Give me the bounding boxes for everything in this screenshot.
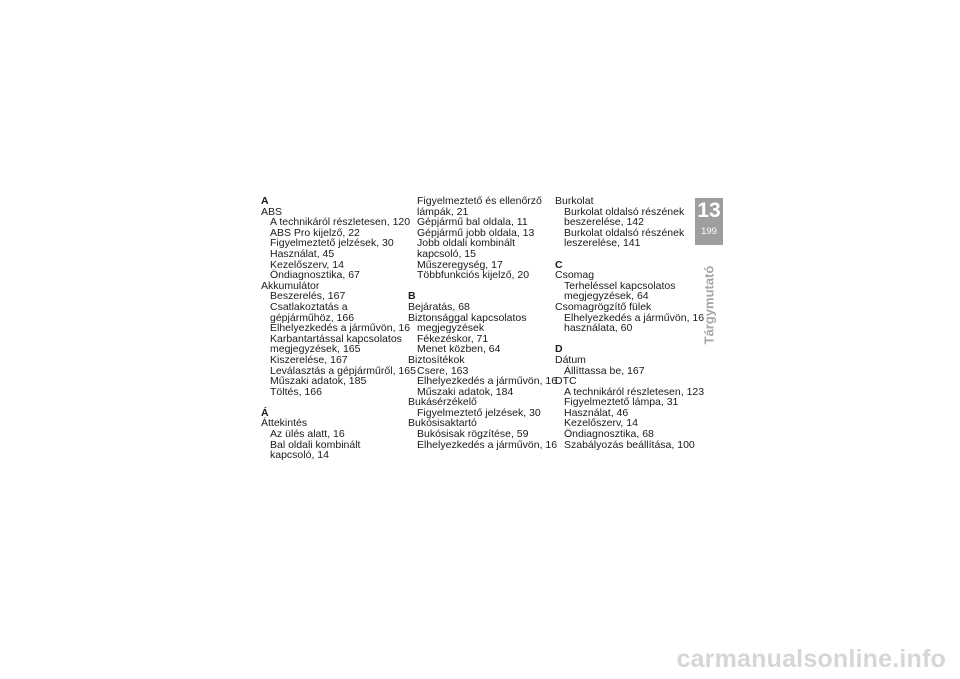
index-letter-heading: B: [408, 290, 416, 303]
index-subentry: Az ülés alatt, 16: [270, 428, 345, 441]
index-subentry: Használat, 46: [564, 406, 629, 419]
index-subentry: Leválasztás a gépjárműről, 165: [270, 364, 416, 377]
index-subentry: ABS Pro kijelző, 22: [270, 226, 360, 239]
index-subentry: Öndiagnosztika, 68: [564, 428, 654, 441]
index-column-1: [261, 195, 416, 462]
index-letter-heading: Á: [261, 406, 269, 419]
index-subentry: Csatlakoztatás a: [270, 300, 348, 313]
index-subentry: Elhelyezkedés a járművön, 16: [564, 311, 705, 324]
index-subentry: Öndiagnosztika, 67: [270, 269, 360, 282]
index-subentry: Töltés, 166: [270, 385, 322, 398]
index-entry-continuation: beszerelése, 142: [564, 216, 644, 229]
index-subentry: Elhelyezkedés a járművön, 16: [417, 375, 558, 388]
index-spacer: [555, 334, 705, 345]
index-subentry: Figyelmeztető lámpa, 31: [564, 396, 679, 409]
index-entry: Biztonsággal kapcsolatos: [408, 311, 527, 324]
index-entry-continuation: megjegyzések, 64: [564, 290, 649, 303]
index-entry-continuation: megjegyzések, 165: [270, 343, 361, 356]
index-entry-continuation: megjegyzések: [417, 322, 485, 335]
index-subentry: Beszerelés, 167: [270, 290, 346, 303]
index-subentry: A technikáról részletesen, 120: [270, 216, 411, 229]
index-entry-continuation: lámpák, 21: [417, 205, 469, 218]
index-entry: ABS: [261, 205, 283, 218]
index-subentry: Használat, 45: [270, 247, 335, 260]
index-letter-heading: D: [555, 343, 563, 356]
index-letter-heading: A: [261, 195, 269, 207]
index-subentry: Menet közben, 64: [417, 343, 501, 356]
index-entry-continuation: leszerelése, 141: [564, 237, 641, 250]
index-subentry: Szabályozás beállítása, 100: [564, 438, 695, 451]
index-subentry: Gépjármű jobb oldala, 13: [417, 226, 535, 239]
index-spacer: [408, 281, 558, 292]
index-column-3: [555, 196, 705, 450]
watermark: carmanualsonline.info: [676, 645, 946, 673]
page-number: 199: [701, 226, 717, 237]
index-subentry: Figyelmeztető jelzések, 30: [270, 237, 394, 250]
index-entry-continuation: kapcsoló, 14: [270, 449, 329, 462]
index-entry: Bejáratás, 68: [408, 300, 470, 313]
index-subentry: Bukósisak rögzítése, 59: [417, 428, 529, 441]
index-entry: Burkolat: [555, 195, 594, 207]
index-subentry: Elhelyezkedés a járművön, 16: [417, 438, 558, 451]
index-subentry: Karbantartással kapcsolatos: [270, 332, 402, 345]
index-subentry: Bal oldali kombinált: [270, 438, 361, 451]
index-subentry: Műszaki adatok, 184: [417, 385, 514, 398]
index-subentry: Burkolat oldalsó részének: [564, 205, 685, 218]
index-subentry: Műszeregység, 17: [417, 258, 503, 271]
index-entry: Csomagrögzítő fülek: [555, 300, 652, 313]
index-spacer: [261, 397, 411, 408]
index-subentry: Jobb oldali kombinált: [417, 237, 516, 250]
index-subentry: A technikáról részletesen, 123: [564, 385, 705, 398]
index-entry-continuation: használata, 60: [564, 322, 633, 335]
index-subentry: Többfunkciós kijelző, 20: [417, 269, 530, 282]
index-entry: Áttekintés: [261, 417, 308, 430]
index-entry-continuation: kapcsoló, 15: [417, 247, 476, 260]
index-entry-continuation: gépjárműhöz, 166: [270, 311, 355, 324]
index-subentry: Csere, 163: [417, 364, 469, 377]
index-subentry: Állíttassa be, 167: [564, 364, 645, 377]
index-subentry: Kezelőszerv, 14: [564, 417, 638, 430]
index-subentry: Műszaki adatok, 185: [270, 375, 367, 388]
index-subentry: Figyelmeztető jelzések, 30: [417, 406, 541, 419]
index-entry: Dátum: [555, 353, 586, 366]
index-entry: Biztosítékok: [408, 353, 465, 366]
index-subentry: Gépjármű bal oldala, 11: [417, 216, 528, 229]
index-subentry: Fékezéskor, 71: [417, 332, 489, 345]
chapter-number: 13: [697, 199, 721, 222]
index-subentry: Elhelyezkedés a járművön, 16: [270, 322, 411, 335]
index-entry-continuation: Figyelmeztető és ellenőrző: [417, 195, 542, 207]
index-entry: Akkumulátor: [261, 279, 320, 292]
index-subentry: Burkolat oldalsó részének: [564, 226, 685, 239]
section-label-text: Tárgymutató: [701, 265, 717, 345]
index-spacer: [555, 249, 705, 260]
index-entry: Csomag: [555, 269, 595, 282]
index-subentry: Kezelőszerv, 14: [270, 258, 344, 271]
index-subentry: Kiszerelése, 167: [270, 353, 348, 366]
index-subentry: Terheléssel kapcsolatos: [564, 279, 676, 292]
index-column-2: [408, 196, 558, 450]
index-entry: Bukásérzékelő: [408, 396, 477, 409]
index-letter-heading: C: [555, 258, 563, 271]
index-entry: DTC: [555, 375, 577, 388]
index-entry: Bukósisaktartó: [408, 417, 477, 430]
